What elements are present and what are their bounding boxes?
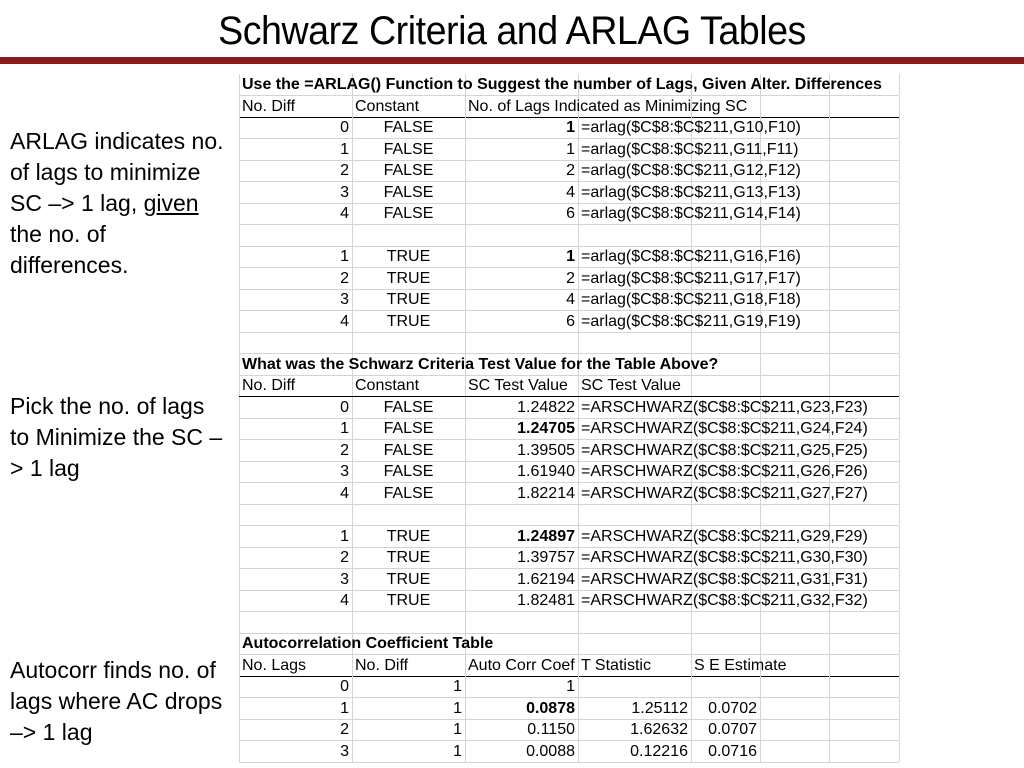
grid-line xyxy=(899,332,900,353)
cell-formula[interactable]: =ARSCHWARZ($C$8:$C$211,G24,F24) xyxy=(581,420,868,437)
table-row xyxy=(239,440,899,462)
cell-constant[interactable]: FALSE xyxy=(383,140,434,158)
grid-line xyxy=(760,719,761,740)
cell-formula[interactable]: =arlag($C$8:$C$211,G19,F19) xyxy=(581,312,801,330)
cell-autocorr[interactable]: 0.0878 xyxy=(526,699,575,717)
note-autocorr: Autocorr finds no. of lags where AC drops –> 1 lag xyxy=(10,657,223,745)
cell-lags[interactable]: 1 xyxy=(566,140,575,158)
grid-line xyxy=(899,741,900,762)
cell-no-diff[interactable]: 2 xyxy=(340,269,349,287)
grid-line xyxy=(691,225,692,246)
table-row xyxy=(239,719,899,741)
cell-constant[interactable]: TRUE xyxy=(386,527,431,545)
grid-line xyxy=(760,676,761,697)
cell-constant[interactable]: TRUE xyxy=(386,269,431,287)
grid-line xyxy=(829,719,830,740)
title-divider xyxy=(0,57,1024,64)
cell-no-diff[interactable]: 3 xyxy=(340,463,349,480)
table-row xyxy=(239,225,899,247)
cell-no-diff[interactable]: 4 xyxy=(340,312,349,330)
grid-line xyxy=(691,612,692,633)
grid-line xyxy=(578,504,579,525)
cell-formula[interactable]: =ARSCHWARZ($C$8:$C$211,G29,F29) xyxy=(581,527,868,545)
cell-se-estimate[interactable]: 0.0707 xyxy=(708,721,757,738)
cell-constant[interactable]: FALSE xyxy=(383,398,434,416)
cell-lags[interactable]: 4 xyxy=(566,291,575,308)
col-header[interactable]: No. Diff xyxy=(242,97,296,115)
cell-no-diff[interactable]: 2 xyxy=(340,441,349,459)
cell-formula[interactable]: =ARSCHWARZ($C$8:$C$211,G31,F31) xyxy=(581,570,868,588)
grid-line xyxy=(899,203,900,224)
note-arlag xyxy=(10,126,225,281)
grid-line xyxy=(352,612,353,633)
cell-constant[interactable]: TRUE xyxy=(386,549,431,566)
grid-line xyxy=(829,332,830,353)
grid-line xyxy=(899,354,900,375)
table-row xyxy=(239,698,899,720)
cell-constant[interactable]: FALSE xyxy=(383,183,434,201)
grid-line xyxy=(899,526,900,547)
grid-line xyxy=(578,612,579,633)
cell-sc-value[interactable]: 1.82481 xyxy=(517,592,575,609)
header-row xyxy=(239,655,899,677)
header-row xyxy=(239,96,899,118)
table-row xyxy=(239,418,899,440)
table-row xyxy=(239,612,899,634)
cell-t-stat[interactable]: 0.12216 xyxy=(630,742,688,760)
cell-formula[interactable]: =ARSCHWARZ($C$8:$C$211,G27,F27) xyxy=(581,484,868,502)
table-row xyxy=(239,311,899,333)
grid-line xyxy=(760,375,761,396)
cell-no-lags[interactable]: 3 xyxy=(340,742,349,760)
grid-line xyxy=(899,504,900,525)
cell-sc-value[interactable]: 1.82214 xyxy=(517,484,575,502)
spreadsheet-area xyxy=(239,74,1024,768)
grid-line xyxy=(899,375,900,396)
grid-line xyxy=(899,160,900,181)
note-pick: Pick the no. of lags to Minimize the SC –> 1 lag xyxy=(10,393,223,481)
cell-lags[interactable]: 2 xyxy=(566,162,575,179)
table-row xyxy=(239,569,899,591)
table-row xyxy=(239,139,899,161)
cell-autocorr[interactable]: 0.0088 xyxy=(526,742,575,760)
cell-constant[interactable]: TRUE xyxy=(386,248,431,265)
grid-line xyxy=(465,504,466,525)
note-arlag-pre: ARLAG indicates no. of lags to minimize SC –> 1 lag, xyxy=(10,128,224,216)
grid-line xyxy=(352,504,353,525)
cell-no-diff[interactable]: 3 xyxy=(340,570,349,588)
cell-no-diff[interactable]: 1 xyxy=(453,678,462,695)
table-row xyxy=(239,504,899,526)
table-row xyxy=(239,633,899,655)
table-row xyxy=(239,246,899,268)
cell-constant[interactable]: FALSE xyxy=(383,162,434,179)
cell-no-diff[interactable]: 2 xyxy=(340,162,349,179)
cell-lags[interactable]: 1 xyxy=(566,248,575,265)
grid-line xyxy=(899,139,900,160)
col-header[interactable]: SC Test Value xyxy=(581,377,681,394)
cell-lags[interactable]: 4 xyxy=(566,183,575,201)
grid-line xyxy=(239,225,240,246)
cell-no-diff[interactable]: 0 xyxy=(340,119,349,136)
grid-line xyxy=(829,504,830,525)
grid-line xyxy=(899,182,900,203)
cell-autocorr[interactable]: 0.1150 xyxy=(527,721,575,738)
col-header[interactable]: Constant xyxy=(355,377,420,394)
table-row xyxy=(239,268,899,290)
ac-table-banner[interactable]: Autocorrelation Coefficient Table xyxy=(242,635,494,652)
grid-line xyxy=(899,268,900,289)
cell-no-diff[interactable]: 1 xyxy=(453,721,462,738)
grid-line xyxy=(899,569,900,590)
grid-line xyxy=(760,698,761,719)
table-row xyxy=(239,289,899,311)
cell-no-diff[interactable]: 1 xyxy=(340,420,349,437)
grid-line xyxy=(829,225,830,246)
cell-formula[interactable]: =arlag($C$8:$C$211,G13,F13) xyxy=(581,183,801,201)
grid-line xyxy=(899,461,900,482)
cell-lags[interactable]: 1 xyxy=(566,119,575,136)
cell-constant[interactable]: TRUE xyxy=(386,570,431,588)
cell-formula[interactable]: =ARSCHWARZ($C$8:$C$211,G23,F23) xyxy=(581,398,868,416)
grid-line xyxy=(899,225,900,246)
grid-line xyxy=(829,676,830,697)
grid-line xyxy=(899,397,900,418)
cell-formula[interactable]: =ARSCHWARZ($C$8:$C$211,G30,F30) xyxy=(581,549,868,566)
cell-se-estimate[interactable]: 0.0702 xyxy=(708,699,757,717)
cell-constant[interactable]: TRUE xyxy=(386,312,431,330)
grid-line xyxy=(899,117,900,138)
page-title: Schwarz Criteria and ARLAG Tables xyxy=(218,9,806,53)
table-row xyxy=(239,676,899,698)
cell-sc-value[interactable]: 1.24822 xyxy=(517,398,575,416)
cell-autocorr[interactable]: 1 xyxy=(566,678,575,695)
grid-line xyxy=(760,612,761,633)
table-row xyxy=(239,526,899,548)
grid-line xyxy=(899,74,900,95)
grid-line xyxy=(760,741,761,762)
grid-line xyxy=(352,332,353,353)
grid-line xyxy=(760,332,761,353)
col-header[interactable]: SC Test Value xyxy=(468,377,568,394)
grid-line xyxy=(829,612,830,633)
grid-line xyxy=(899,96,900,117)
col-header[interactable]: No. Diff xyxy=(355,656,409,674)
header-row xyxy=(239,375,899,397)
table-row xyxy=(239,117,899,139)
cell-se-estimate[interactable]: 0.0716 xyxy=(708,742,757,760)
cell-no-diff[interactable]: 4 xyxy=(340,484,349,502)
col-header[interactable]: No. Lags xyxy=(242,656,307,674)
col-header[interactable]: T Statistic xyxy=(581,656,651,674)
cell-formula[interactable]: =ARSCHWARZ($C$8:$C$211,G32,F32) xyxy=(581,592,868,609)
grid-line xyxy=(691,504,692,525)
grid-line xyxy=(578,225,579,246)
cell-constant[interactable]: TRUE xyxy=(386,291,431,308)
cell-constant[interactable]: FALSE xyxy=(383,119,434,136)
cell-no-diff[interactable]: 1 xyxy=(340,248,349,265)
cell-se-estimate[interactable] xyxy=(691,676,760,697)
cell-no-diff[interactable]: 4 xyxy=(340,205,349,222)
sc-table-banner[interactable]: What was the Schwarz Criteria Test Value for the Table Above? xyxy=(242,355,719,373)
table-row xyxy=(239,483,899,505)
cell-formula[interactable]: =arlag($C$8:$C$211,G10,F10) xyxy=(581,119,801,136)
grid-line xyxy=(899,633,900,654)
cell-lags[interactable]: 6 xyxy=(566,312,575,330)
grid-line xyxy=(239,332,240,353)
cell-no-diff[interactable]: 3 xyxy=(340,291,349,308)
arlag-table-banner[interactable]: Use the =ARLAG() Function to Suggest the number of Lags, Given Alter. Differences xyxy=(242,76,882,93)
table-row xyxy=(239,397,899,419)
grid-line xyxy=(899,698,900,719)
grid-line xyxy=(691,332,692,353)
cell-formula[interactable]: =arlag($C$8:$C$211,G12,F12) xyxy=(581,162,801,179)
grid-line xyxy=(465,225,466,246)
col-header[interactable]: No. Diff xyxy=(242,377,296,394)
grid-line xyxy=(899,440,900,461)
col-header[interactable]: Auto Corr Coef xyxy=(468,656,575,674)
cell-constant[interactable]: FALSE xyxy=(383,484,434,502)
cell-no-lags[interactable]: 2 xyxy=(340,721,349,738)
grid-line xyxy=(465,612,466,633)
cell-no-diff[interactable]: 0 xyxy=(340,398,349,416)
table-row xyxy=(239,590,899,612)
cell-no-lags[interactable]: 0 xyxy=(340,678,349,695)
cell-formula[interactable]: =ARSCHWARZ($C$8:$C$211,G25,F25) xyxy=(581,441,868,459)
note-arlag-post: the no. of differences. xyxy=(10,221,129,278)
cell-no-diff[interactable]: 3 xyxy=(340,183,349,201)
table-row xyxy=(239,354,899,376)
cell-formula[interactable]: =arlag($C$8:$C$211,G14,F14) xyxy=(581,205,801,222)
cell-no-diff[interactable]: 1 xyxy=(453,742,462,760)
grid-line xyxy=(465,332,466,353)
grid-line xyxy=(899,547,900,568)
grid-line xyxy=(829,741,830,762)
table-row xyxy=(239,547,899,569)
cell-no-diff[interactable]: 2 xyxy=(340,549,349,566)
grid-line xyxy=(899,246,900,267)
grid-line xyxy=(829,698,830,719)
grid-line xyxy=(239,504,240,525)
table-row xyxy=(239,160,899,182)
table-row xyxy=(239,741,899,763)
cell-formula[interactable]: =arlag($C$8:$C$211,G11,F11) xyxy=(581,140,799,158)
cell-constant[interactable]: FALSE xyxy=(383,441,434,459)
grid-line xyxy=(578,332,579,353)
grid-line xyxy=(899,655,900,676)
cell-no-diff[interactable]: 1 xyxy=(340,140,349,158)
grid-line xyxy=(899,719,900,740)
table-row xyxy=(239,461,899,483)
cell-t-stat[interactable] xyxy=(578,676,691,697)
grid-line xyxy=(899,612,900,633)
grid-line xyxy=(899,590,900,611)
grid-line xyxy=(899,418,900,439)
cell-t-stat[interactable]: 1.25112 xyxy=(631,699,688,717)
grid-line xyxy=(239,612,240,633)
cell-formula[interactable]: =ARSCHWARZ($C$8:$C$211,G26,F26) xyxy=(581,463,868,480)
grid-line xyxy=(760,225,761,246)
col-header[interactable]: Constant xyxy=(355,97,420,115)
cell-no-diff[interactable]: 1 xyxy=(340,527,349,545)
cell-constant[interactable]: FALSE xyxy=(383,463,434,480)
table-row xyxy=(239,74,899,96)
grid-line xyxy=(899,289,900,310)
cell-lags[interactable]: 2 xyxy=(566,269,575,287)
note-arlag-underlined: given xyxy=(143,190,199,216)
cell-constant[interactable]: FALSE xyxy=(383,420,434,437)
grid-line xyxy=(899,483,900,504)
cell-lags[interactable]: 6 xyxy=(566,205,575,222)
cell-sc-value[interactable]: 1.24705 xyxy=(517,420,575,437)
cell-sc-value[interactable]: 1.61940 xyxy=(517,463,575,480)
grid-line xyxy=(760,504,761,525)
col-header[interactable]: No. of Lags Indicated as Minimizing SC xyxy=(468,97,748,115)
table-row xyxy=(239,203,899,225)
cell-no-diff[interactable]: 1 xyxy=(453,699,462,717)
cell-sc-value[interactable]: 1.62194 xyxy=(517,570,575,588)
cell-constant[interactable]: TRUE xyxy=(386,592,431,609)
col-header[interactable]: S E Estimate xyxy=(694,656,787,674)
cell-formula[interactable]: =arlag($C$8:$C$211,G16,F16) xyxy=(581,248,801,265)
grid-line xyxy=(899,676,900,697)
cell-sc-value[interactable]: 1.39757 xyxy=(517,549,575,566)
grid-line xyxy=(899,311,900,332)
cell-sc-value[interactable]: 1.39505 xyxy=(517,441,575,459)
grid-line xyxy=(352,225,353,246)
cell-sc-value[interactable]: 1.24897 xyxy=(517,527,575,545)
cell-t-stat[interactable]: 1.62632 xyxy=(630,721,688,738)
grid-line xyxy=(829,375,830,396)
cell-constant[interactable]: FALSE xyxy=(383,205,434,222)
table-row xyxy=(239,332,899,354)
table-row xyxy=(239,182,899,204)
cell-formula[interactable]: =arlag($C$8:$C$211,G17,F17) xyxy=(581,269,801,287)
cell-formula[interactable]: =arlag($C$8:$C$211,G18,F18) xyxy=(581,291,801,308)
cell-no-lags[interactable]: 1 xyxy=(340,699,349,717)
cell-no-diff[interactable]: 4 xyxy=(340,592,349,609)
